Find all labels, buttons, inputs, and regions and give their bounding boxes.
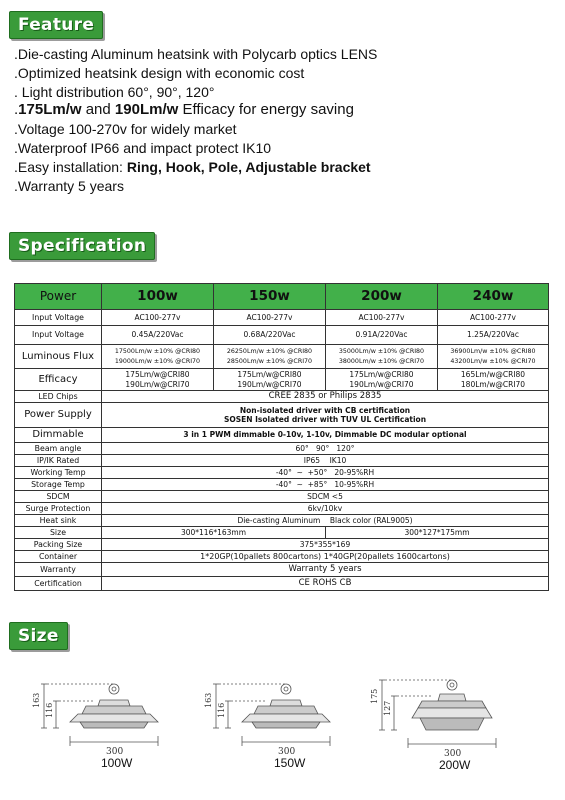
cell: 6kv/10kv (102, 503, 549, 515)
row-label: IP/IK Rated (15, 455, 102, 467)
size-drawings (0, 664, 565, 800)
caption-200w: 200W (439, 758, 471, 772)
caption-150w: 150W (274, 756, 306, 770)
efficacy-cri70: 190Lm/w@CRI70 (237, 379, 302, 389)
width-dimension: 300 (106, 747, 124, 757)
efficacy-b: 190Lm/w (114, 101, 179, 119)
power-col: 100w (102, 284, 214, 310)
cell: 300*116*163mm (102, 527, 326, 539)
dot: . (14, 101, 19, 119)
row-label: Input Voltage (15, 310, 102, 326)
lamp-outline-icon (372, 674, 532, 766)
size-heading: Size (9, 622, 68, 650)
specification-heading: Specification (9, 232, 155, 260)
row-label: Storage Temp (15, 479, 102, 491)
spec-row (15, 491, 549, 503)
row-label: Efficacy (15, 369, 102, 391)
install-prefix: .Easy installation: (14, 158, 127, 175)
efficacy-cri80: 175Lm/w@CRI80 (125, 370, 190, 379)
efficacy-cri70: 190Lm/w@CRI70 (349, 379, 414, 389)
row-label: LED Chips (15, 391, 102, 403)
row-label: Size (15, 527, 102, 539)
and: and (81, 101, 115, 119)
cell: -40° ~ +85° 10-95%RH (102, 479, 549, 491)
cell (214, 369, 326, 391)
spec-row (15, 391, 549, 403)
cell: Die-casting Aluminum Black color (RAL9005) (102, 515, 549, 527)
efficacy-a: 175Lm/w (18, 101, 82, 119)
spec-row (15, 310, 549, 326)
cell: 1*20GP(10pallets 800cartons) 1*40GP(20pallets 1600cartons) (102, 551, 549, 563)
cell: AC100-277v (326, 310, 438, 326)
feature-efficacy-line (14, 101, 559, 120)
height-dimension: 175 (370, 688, 379, 704)
flux-cri80: 17500Lm/w ±10% @CRI80 (114, 348, 201, 355)
power-col: 240w (438, 284, 549, 310)
spec-row (15, 345, 549, 369)
cell (438, 369, 549, 391)
cell: 375*355*169 (102, 539, 549, 551)
lamp-drawing-200w (372, 674, 532, 766)
spec-row (15, 577, 549, 591)
feature-line: .Die-casting Aluminum heatsink with Polycarb optics LENS (14, 46, 378, 62)
spec-row (15, 551, 549, 563)
spec-row (15, 503, 549, 515)
efficacy-cri80: 175Lm/w@CRI80 (237, 370, 302, 379)
cell: 300*127*175mm (326, 527, 549, 539)
row-label: SDCM (15, 491, 102, 503)
flux-cri80: 26250Lm/w ±10% @CRI80 (226, 348, 313, 355)
spec-row (15, 527, 549, 539)
install-options: Ring, Hook, Pole, Adjustable bracket (126, 158, 371, 175)
spec-row (15, 326, 549, 345)
flux-cri70: 28500Lm/w ±10% @CRI70 (226, 357, 313, 365)
body-dimension: 116 (45, 702, 54, 718)
row-label: Packing Size (15, 539, 102, 551)
cell: 1.25A/220Vac (438, 326, 549, 345)
lamp-outline-icon (206, 676, 366, 766)
flux-cri80: 36900Lm/w ±10% @CRI80 (450, 348, 536, 355)
row-label: Certification (15, 577, 102, 591)
feature-line: .Waterproof IP66 and impact protect IK10 (14, 139, 272, 156)
spec-row (15, 369, 549, 391)
body-dimension: 116 (217, 702, 226, 718)
flux-cri70: 19000Lm/w ±10% @CRI70 (114, 357, 201, 365)
power-col: 200w (326, 284, 438, 310)
cell: CE ROHS CB (102, 577, 549, 591)
spec-row (15, 539, 549, 551)
feature-line: .Optimized heatsink design with economic cost (14, 64, 305, 81)
feature-line: . Light distribution 60°, 90°, 120° (14, 83, 215, 100)
spec-header-row (15, 284, 549, 310)
feature-install-line (14, 158, 559, 177)
power-col: 150w (214, 284, 326, 310)
height-dimension: 163 (32, 692, 41, 708)
power-label: Power (15, 284, 102, 310)
width-dimension: 300 (278, 747, 296, 757)
spec-row (15, 443, 549, 455)
row-label: Container (15, 551, 102, 563)
power-supply-line: Non-isolated driver with CB certification (239, 405, 411, 415)
spec-row (15, 515, 549, 527)
spec-table (14, 283, 549, 591)
cell (102, 369, 214, 391)
spec-row (15, 455, 549, 467)
efficacy-cri70: 190Lm/w@CRI70 (125, 379, 190, 389)
caption-100w: 100W (101, 756, 133, 770)
spec-row (15, 403, 549, 428)
spec-row (15, 563, 549, 577)
height-dimension: 163 (204, 692, 213, 708)
width-dimension: 300 (444, 749, 462, 759)
lamp-outline-icon (34, 676, 194, 766)
body-dimension: 127 (383, 700, 392, 716)
efficacy-cri80: 165Lm/w@CRI80 (460, 370, 526, 379)
cell: AC100-277v (214, 310, 326, 326)
row-label: Warranty (15, 563, 102, 577)
cell: IP65 IK10 (102, 455, 549, 467)
cell: 0.68A/220Vac (214, 326, 326, 345)
efficacy-cri70: 180Lm/w@CRI70 (460, 379, 526, 389)
cell (214, 345, 326, 369)
cell (102, 403, 549, 428)
cell (438, 345, 549, 369)
efficacy-cri80: 175Lm/w@CRI80 (349, 370, 414, 379)
feature-line: .Warranty 5 years (14, 177, 124, 194)
flux-cri70: 43200Lm/w ±10% @CRI70 (450, 357, 536, 365)
flux-cri70: 38000Lm/w ±10% @CRI70 (338, 357, 425, 365)
feature-heading: Feature (9, 11, 103, 39)
cell: 0.91A/220Vac (326, 326, 438, 345)
spec-row (15, 428, 549, 443)
spec-row (15, 479, 549, 491)
cell: SDCM <5 (102, 491, 549, 503)
flux-cri80: 35000Lm/w ±10% @CRI80 (338, 348, 425, 355)
cell: AC100-277v (102, 310, 214, 326)
spec-row (15, 467, 549, 479)
cell: 0.45A/220Vac (102, 326, 214, 345)
cell: -40° ~ +50° 20-95%RH (102, 467, 549, 479)
row-label: Surge Protection (15, 503, 102, 515)
cell (326, 369, 438, 391)
power-supply-line: SOSEN Isolated driver with TUV UL Certification (223, 415, 427, 424)
cell: CREE 2835 or Philips 2835 (102, 391, 549, 403)
row-label: Power Supply (15, 403, 102, 428)
cell: 60° 90° 120° (102, 443, 549, 455)
feature-list (14, 45, 559, 195)
row-label: Heat sink (15, 515, 102, 527)
efficacy-rest: Efficacy for energy saving (178, 101, 354, 119)
row-label: Input Voltage (15, 326, 102, 345)
cell (102, 345, 214, 369)
cell: Warranty 5 years (102, 563, 549, 577)
row-label: Luminous Flux (15, 345, 102, 369)
lamp-drawing-100w (34, 676, 194, 766)
cell (326, 345, 438, 369)
row-label: Working Temp (15, 467, 102, 479)
cell: AC100-277v (438, 310, 549, 326)
lamp-drawing-150w (206, 676, 366, 766)
row-label: Beam angle (15, 443, 102, 455)
feature-line: .Voltage 100-270v for widely market (14, 121, 237, 138)
row-label: Dimmable (15, 428, 102, 443)
cell: 3 in 1 PWM dimmable 0-10v, 1-10v, Dimmable DC modular optional (102, 428, 549, 443)
